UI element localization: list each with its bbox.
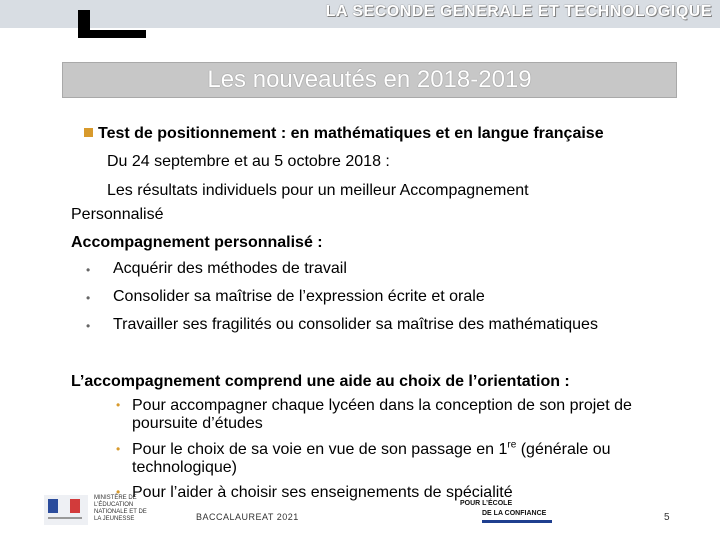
orientation-item-2-text: Pour le choix de sa voie en vue de son passage en 1 bbox=[132, 441, 508, 458]
bullet-icon: • bbox=[116, 442, 121, 456]
ecole-confiance-logo bbox=[452, 498, 556, 526]
bullet-icon: • bbox=[86, 291, 91, 305]
bullet-icon: • bbox=[86, 263, 91, 277]
ordinal-sup: re bbox=[507, 439, 517, 451]
section-title: LA SECONDE GENERALE ET TECHNOLOGIQUE bbox=[325, 3, 712, 20]
test-heading: Test de positionnement : en mathématiques et en langue française bbox=[98, 125, 604, 142]
page-number: 5 bbox=[664, 512, 670, 523]
accomp-item-3: Travailler ses fragilités ou consolider sa maîtrise des mathématiques bbox=[113, 316, 598, 333]
orientation-item-1-line1: Pour accompagner chaque lycéen dans la conception de son projet de bbox=[132, 397, 632, 414]
orientation-item-2-tail: (générale ou bbox=[516, 441, 611, 458]
marianne-flag-icon bbox=[44, 495, 88, 525]
orientation-item-3-line1: Pour l’aider à choisir ses enseignements de spécialité bbox=[132, 484, 513, 501]
orientation-item-2-line1 bbox=[132, 440, 611, 459]
test-dates: Du 24 septembre et au 5 octobre 2018 : bbox=[107, 153, 390, 170]
orientation-item-1-line2: poursuite d’études bbox=[132, 415, 263, 432]
bullet-icon: • bbox=[116, 398, 121, 412]
slide-title: Les nouveautés en 2018-2019 bbox=[207, 66, 532, 93]
square-bullet-icon bbox=[84, 128, 93, 137]
accomp-item-2: Consolider sa maîtrise de l’expression écrite et orale bbox=[113, 288, 485, 305]
accomp-item-1: Acquérir des méthodes de travail bbox=[113, 260, 347, 277]
bracket-logo-icon bbox=[78, 10, 146, 38]
confiance-line-1: POUR L’ÉCOLE bbox=[460, 500, 513, 507]
republique-francaise-logo bbox=[44, 493, 150, 533]
results-line-1: Les résultats individuels pour un meilleur Accompagnement bbox=[107, 182, 529, 199]
footer-bac-label: BACCALAUREAT 2021 bbox=[196, 512, 299, 522]
orientation-heading: L’accompagnement comprend une aide au choix de l’orientation : bbox=[71, 373, 570, 390]
results-line-2: Personnalisé bbox=[71, 206, 164, 223]
slide-title-bar bbox=[62, 62, 677, 98]
bullet-icon: • bbox=[86, 319, 91, 333]
accomp-heading: Accompagnement personnalisé : bbox=[71, 234, 323, 251]
orientation-item-2-line2: technologique) bbox=[132, 459, 237, 476]
confiance-line-2: DE LA CONFIANCE bbox=[482, 510, 547, 517]
ministry-label: MINISTÈRE DE L’ÉDUCATION NATIONALE ET DE LA JEUNESSE bbox=[94, 495, 147, 522]
bullet-icon: • bbox=[116, 485, 121, 499]
test-heading-line bbox=[84, 124, 604, 143]
